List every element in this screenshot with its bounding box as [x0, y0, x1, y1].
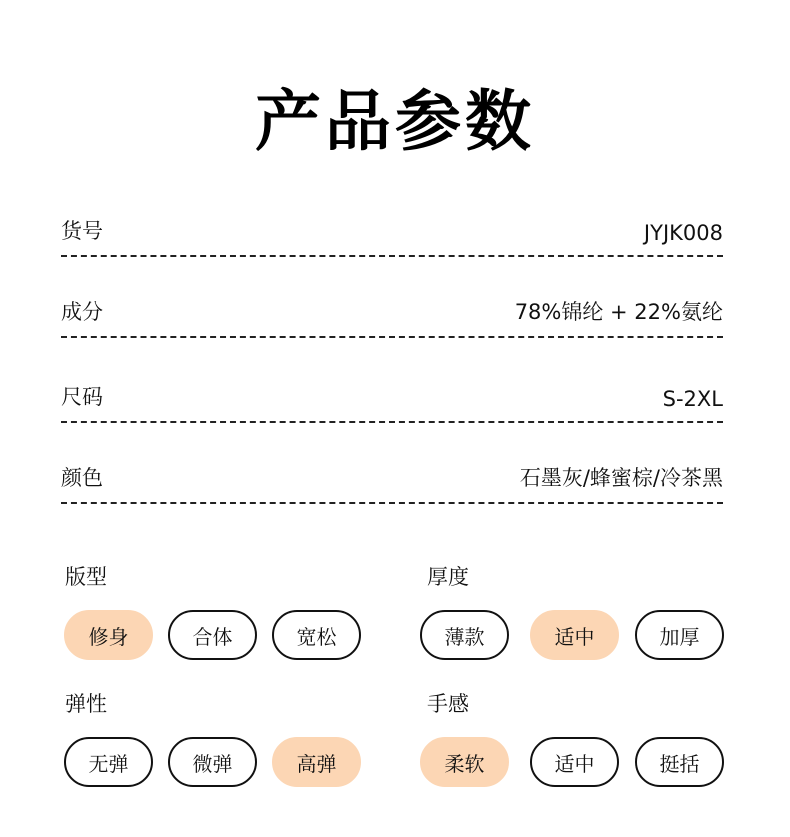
- spec-row-item-number: [61, 215, 723, 257]
- option-pill[interactable]: 宽松: [272, 610, 361, 660]
- option-group-title: 弹性: [65, 692, 107, 716]
- spec-label: 成分: [61, 300, 103, 324]
- spec-row-color: [61, 462, 723, 504]
- option-pill[interactable]: 挺括: [635, 737, 724, 787]
- spec-label: 货号: [61, 219, 103, 243]
- spec-value: 78%锦纶 + 22%氨纶: [514, 300, 723, 324]
- option-group-title: 厚度: [427, 565, 469, 589]
- option-pill[interactable]: 微弹: [168, 737, 257, 787]
- spec-label: 尺码: [61, 385, 103, 409]
- spec-value: 石墨灰/蜂蜜棕/冷茶黑: [519, 466, 723, 490]
- option-pill[interactable]: 适中: [530, 737, 619, 787]
- option-group-title: 版型: [65, 565, 107, 589]
- option-pill[interactable]: 修身: [64, 610, 153, 660]
- option-pill[interactable]: 合体: [168, 610, 257, 660]
- option-pill[interactable]: 柔软: [420, 737, 509, 787]
- spec-value: JYJK008: [643, 221, 723, 245]
- spec-row-size: [61, 381, 723, 423]
- option-pill[interactable]: 适中: [530, 610, 619, 660]
- option-pill[interactable]: 无弹: [64, 737, 153, 787]
- option-group-elasticity: [61, 690, 361, 776]
- spec-label: 颜色: [61, 466, 103, 490]
- option-group-title: 手感: [427, 692, 469, 716]
- option-pill[interactable]: 加厚: [635, 610, 724, 660]
- option-pill[interactable]: 薄款: [420, 610, 509, 660]
- page-title: 产品参数: [255, 83, 535, 160]
- option-group-thickness: [423, 563, 723, 649]
- spec-value: S-2XL: [662, 387, 723, 411]
- spec-row-composition: [61, 296, 723, 338]
- option-pill[interactable]: 高弹: [272, 737, 361, 787]
- option-group-hand-feel: [423, 690, 723, 776]
- option-group-fit: [61, 563, 361, 649]
